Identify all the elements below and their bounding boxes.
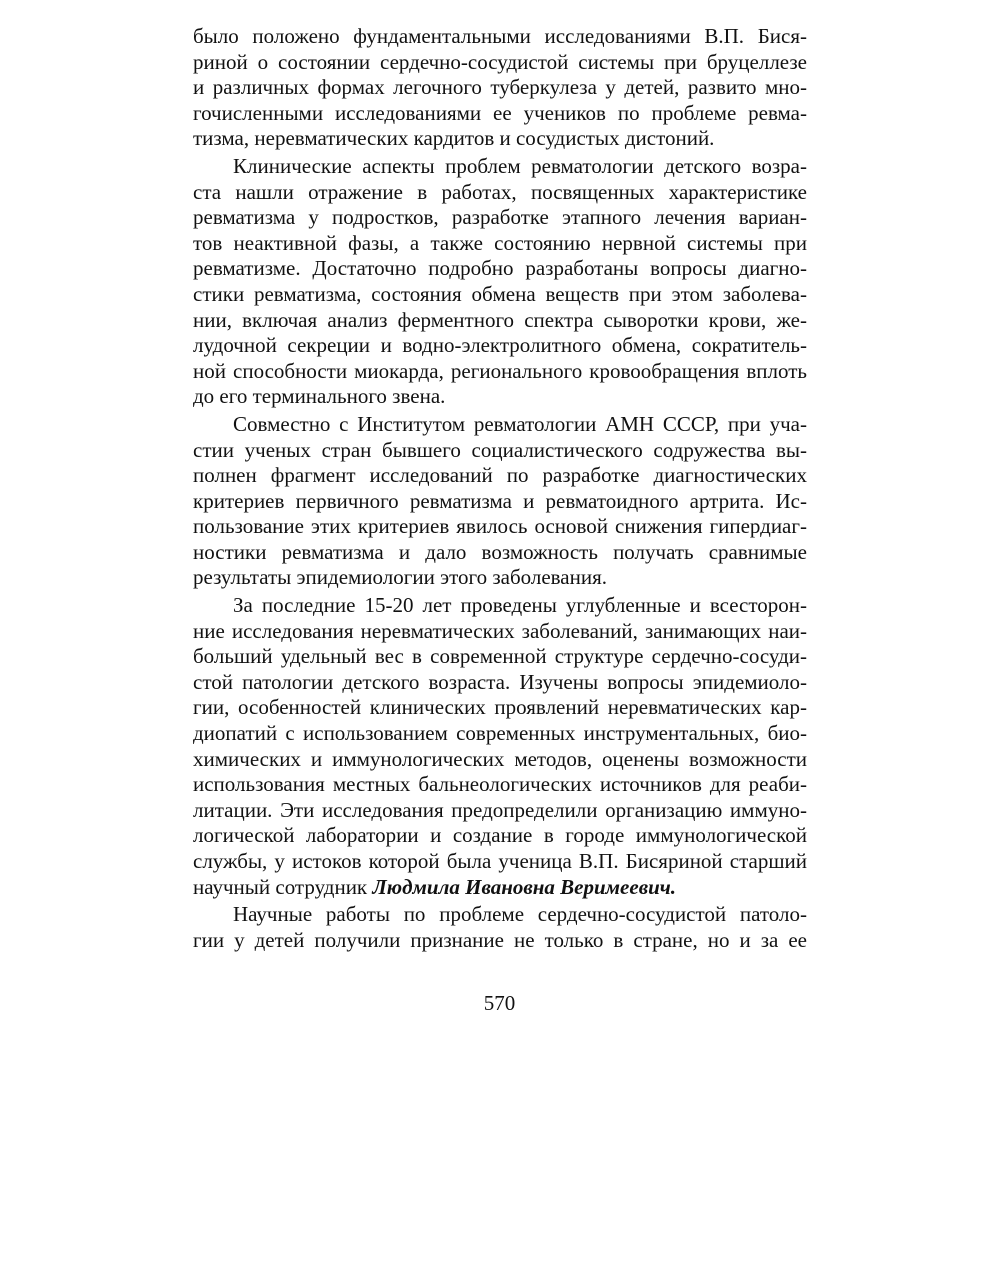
text-line: нии, включая анализ ферментного спектра сыворотки крови, же- [193,307,807,332]
text-line: За последние 15-20 лет проведены углубленные и всесторон- [233,593,807,618]
text-line: диопатий с использованием современных инструментальных, био- [193,721,807,746]
text-line: больший удельный вес в современной структуре сердечно-сосуди- [193,644,807,669]
paragraph-4 [193,593,807,900]
text-line: лудочной секреции и водно-электролитного обмена, сократитель- [193,333,807,358]
body-text [193,24,807,953]
text-line: гии у детей получили признание не только в стране, но и за ее [193,927,807,952]
text-line: было положено фундаментальными исследованиями В.П. Бися- [193,24,807,48]
text-line: риной о состоянии сердечно-сосудистой системы при бруцеллезе [193,49,807,74]
text-line: стой патологии детского возраста. Изучены вопросы эпидемиоло- [193,669,807,694]
paragraph-3 [193,412,807,591]
text-line: ста нашли отражение в работах, посвященных характеристике [193,179,807,204]
text-line: литации. Эти исследования предопределили организацию иммуно- [193,797,807,822]
text-line: до его терминального звена. [193,384,446,409]
text-line: использования местных бальнеологических источников для реаби- [193,772,807,797]
text-line: ревматизме. Достаточно подробно разработаны вопросы диагно- [193,256,807,281]
page-number: 570 [483,991,516,1015]
paragraph-1 [193,24,807,152]
text-line: пользование этих критериев явилось основой снижения гипердиаг- [193,514,807,539]
text-line: тов неактивной фазы, а также состоянию нервной системы при [193,230,807,255]
text-line: и различных формах легочного туберкулеза у детей, развито мно- [193,75,807,100]
text-line: службы, у истоков которой была ученица В.П. Бисяриной старший [193,849,807,873]
text-line: ностики ревматизма и дало возможность получать сравнимые [193,539,807,564]
text-line: результаты эпидемиологии этого заболевания. [193,565,608,590]
text-line: ревматизма у подростков, разработке этапного лечения вариан- [193,205,807,230]
text-line: Клинические аспекты проблем ревматологии детского возра- [233,153,807,178]
text-line: химических и иммунологических методов, оценены возможности [193,746,807,771]
text-line: Совместно с Институтом ревматологии АМН СССР, при уча- [233,411,807,436]
paragraph-5 [193,902,807,953]
text-line: ной способности миокарда, регионального кровообращения вплоть [193,358,807,383]
paragraph-2 [193,154,807,410]
person-name: Людмила Ивановна Веримеевич. [372,874,677,899]
text-line: Научные работы по проблеме сердечно-сосудистой патоло- [233,902,807,927]
text-line-with-name [193,875,807,901]
text-line: гочисленными исследованиями ее учеников по проблеме ревма- [193,100,807,125]
text-line: гии, особенностей клинических проявлений неревматических кар- [193,695,807,720]
text-line: ние исследования неревматических заболеваний, занимающих наи- [193,618,807,643]
text-line: тизма, неревматических кардитов и сосудистых дистоний. [193,126,715,151]
text-line: критериев первичного ревматизма и ревматоидного артрита. Ис- [193,488,807,513]
text-line: логической лаборатории и создание в городе иммунологической [193,823,807,848]
text-line: стии ученых стран бывшего социалистического содружества вы- [193,437,807,462]
text-line-prefix: научный сотрудник [193,874,373,899]
text-line: полнен фрагмент исследований по разработке диагностических [193,463,807,488]
text-line: стики ревматизма, состояния обмена веществ при этом заболева- [193,281,807,306]
